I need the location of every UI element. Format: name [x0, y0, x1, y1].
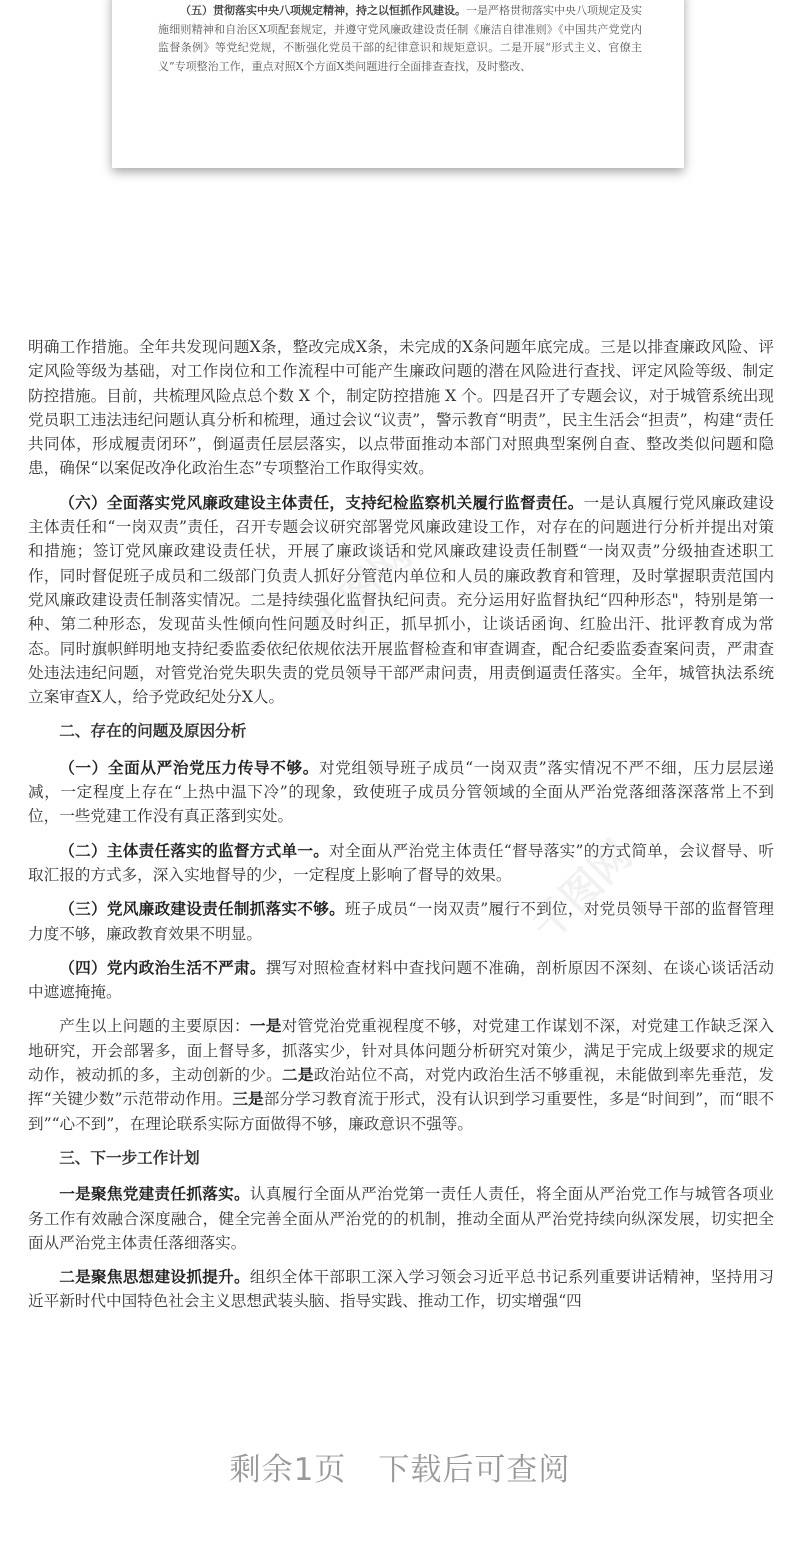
paragraph-text: 认真履行全面从严治党第一责任人责任，将全面从严治党工作与城管各项业务工作有效融合深度融合，健全完善全面从严治党的的机制，推动全面从严治党持续向纵深发展，切实把全面从严治党主体责任落细落实。 [28, 1185, 774, 1252]
paragraph-text: 对党组领导班子成员“一岗双责”落实情况不严不细，压力层层递减，一定程度上存在“上热中温下冷”的现象，致使班子成员分管领域的全面从严治党落细落深落常上不到位，一些党建工作没有真正落到实处。 [28, 758, 774, 826]
watermark: 千图网 [303, 531, 422, 650]
paragraph-text: 对全面从严治党主体责任“督导落实”的方式简单，会议督导、听取汇报的方式多，深入实地督导的少，一定程度上影响了督导的效果。 [28, 841, 774, 884]
paragraph [28, 1014, 774, 1135]
paragraph [28, 956, 774, 1005]
section-heading: 三、下一步工作计划 [59, 1147, 200, 1167]
paragraph-lead: 一是聚焦党建责任抓落实。 [59, 1184, 250, 1204]
download-hint-label[interactable]: 下载后可查阅 [378, 1452, 571, 1488]
paragraph [28, 839, 774, 888]
preview-body: 一是严格贯彻落实中央八项规定及实施细则精神和自治区X项配套规定，并遵守党风廉政建设责任制《廉洁自律准则》《中国共产党党内监督条例》等党纪党规，不断强化党员干部的纪律意识和规矩意识。二是开展“形式主义、官僚主义”专项整治工作，重点对照X个方面X类问题进行全面排查查找，及时整改、 [158, 4, 642, 73]
paragraph: 明确工作措施。全年共发现问题X条，整改完成X条，未完成的X条问题年底完成。三是以排查廉政风险、评定风险等级为基础，对工作岗位和工作流程中可能产生廉政问题的潜在风险进行查找、评定风险等级、制定防控措施。目前，共梳理风险点总个数 X 个，制定防控措施 X 个。四是召开了专题会议，对于城管系统出现党员职工违法违纪问题认真分析和梳理，通过会议“议责”，警示教育“明责”，民主生活会“担责”，构建“责任共同体，形成履责闭环”，倒逼责任层层落实，以点带面推动本部门对照典型案例自查、整改类似问题和隐患，确保“以案促改净化政治生态”专项整治工作取得实效。 [28, 338, 774, 478]
paragraph-lead: （三）党风廉政建设责任制抓落实不够。 [59, 899, 345, 919]
paragraph-text: 组织全体干部职工深入学习领会习近平总书记系列重要讲话精神，坚持用习近平新时代中国特色社会主义思想武装头脑、指导实践、推动工作，切实增强“四 [28, 1268, 774, 1311]
paragraph-text: 对管党治党重视程度不够，对党建工作谋划不深，对党建工作缺乏深入地研究，开会部署多，面上督导多，抓落实少，针对具体问题分析研究对策少，满足于完成上级要求的规定动作，被动抓的多，主动创新的少。 [28, 1017, 774, 1085]
watermark: 千图网 [523, 831, 642, 950]
section-heading: 二、存在的问题及原因分析 [59, 721, 247, 741]
paragraph-text: 一是认真履行党风廉政建设主体责任和“一岗双责”责任，召开专题会议研究部署党风廉政建设工作，对存在的问题进行分析并提出对策和措施；签订党风廉政建设责任状，开展了廉政谈话和党风廉政建设责任制暨“一岗双责”分级抽查述职工作，同时督促班子成员和二级部门负责人抓好分管范内单位和人员的廉政教育和管理，及时掌握职责范国内党风廉政建设责任制落实情况。二是持续强化监督执纪问责。充分运用好监督执纪“四种形态"，特别是第一种、第二种形态，发现苗头性倾向性问题及时纠正，抓早抓小，让谈话函询、红脸出汗、批评教育成为常态。同时旗帜鲜明地支持纪委监委依纪依规依法开展监督检查和审查调查，配合纪委监委查案问责，严肃查处违法违纪问题，对管党治党失职失责的党员领导干部严肃问责，用责倒逼责任落实。全年，城管执法系统立案审查X人，给予党政纪处分X人。 [28, 493, 774, 707]
preview-lead: （五）贯彻落实中央八项规定精神，持之以恒抓作风建设。 [180, 4, 466, 17]
download-to-view-banner[interactable] [0, 1444, 800, 1489]
paragraph-lead: （一）全面从严治党压力传导不够。 [59, 757, 319, 777]
paragraph-lead: 三是 [232, 1089, 264, 1109]
document-body [28, 335, 774, 1324]
paragraph-text: 部分学习教育流于形式，没有认识到学习重要性，多是“时间到”，而“眼不到”“心不到”，在理论联系实际方面做得不够，廉政意识不强等。 [28, 1090, 774, 1133]
paragraph-text: 撰写对照检查材料中查找问题不准确，剖析原因不深刻、在谈心谈话活动中遮遮掩掩。 [28, 958, 774, 1002]
preview-page-card [112, 0, 684, 168]
remaining-pages-label[interactable]: 剩余1页 [229, 1452, 347, 1488]
paragraph [28, 1182, 774, 1255]
paragraph-lead: 二是聚焦思想建设抓提升。 [59, 1267, 250, 1287]
paragraph-text: 班子成员“一岗双责”履行不到位，对党员领导干部的监督管理力度不够，廉政教育效果不明显。 [28, 900, 774, 943]
paragraph [28, 897, 774, 946]
paragraph-lead: 二是 [282, 1065, 314, 1085]
paragraph [28, 756, 774, 829]
paragraph [28, 491, 774, 710]
paragraph [28, 1265, 774, 1314]
paragraph-text: 产生以上问题的主要原因： [59, 1017, 250, 1036]
preview-page-text [158, 2, 642, 76]
paragraph-lead: 一是 [249, 1016, 282, 1036]
paragraph-text: 政治站位不高，对党内政治生活不够重视，未能做到率先垂范，发挥“关键少数”示范带动作用。 [28, 1066, 774, 1109]
paragraph-lead: （二）主体责任落实的监督方式单一。 [59, 840, 330, 860]
paragraph-lead: （四）党内政治生活不严肃。 [59, 957, 266, 977]
paragraph-lead: （六）全面落实党风廉政建设主体责任，支持纪检监察机关履行监督责任。 [59, 492, 584, 512]
